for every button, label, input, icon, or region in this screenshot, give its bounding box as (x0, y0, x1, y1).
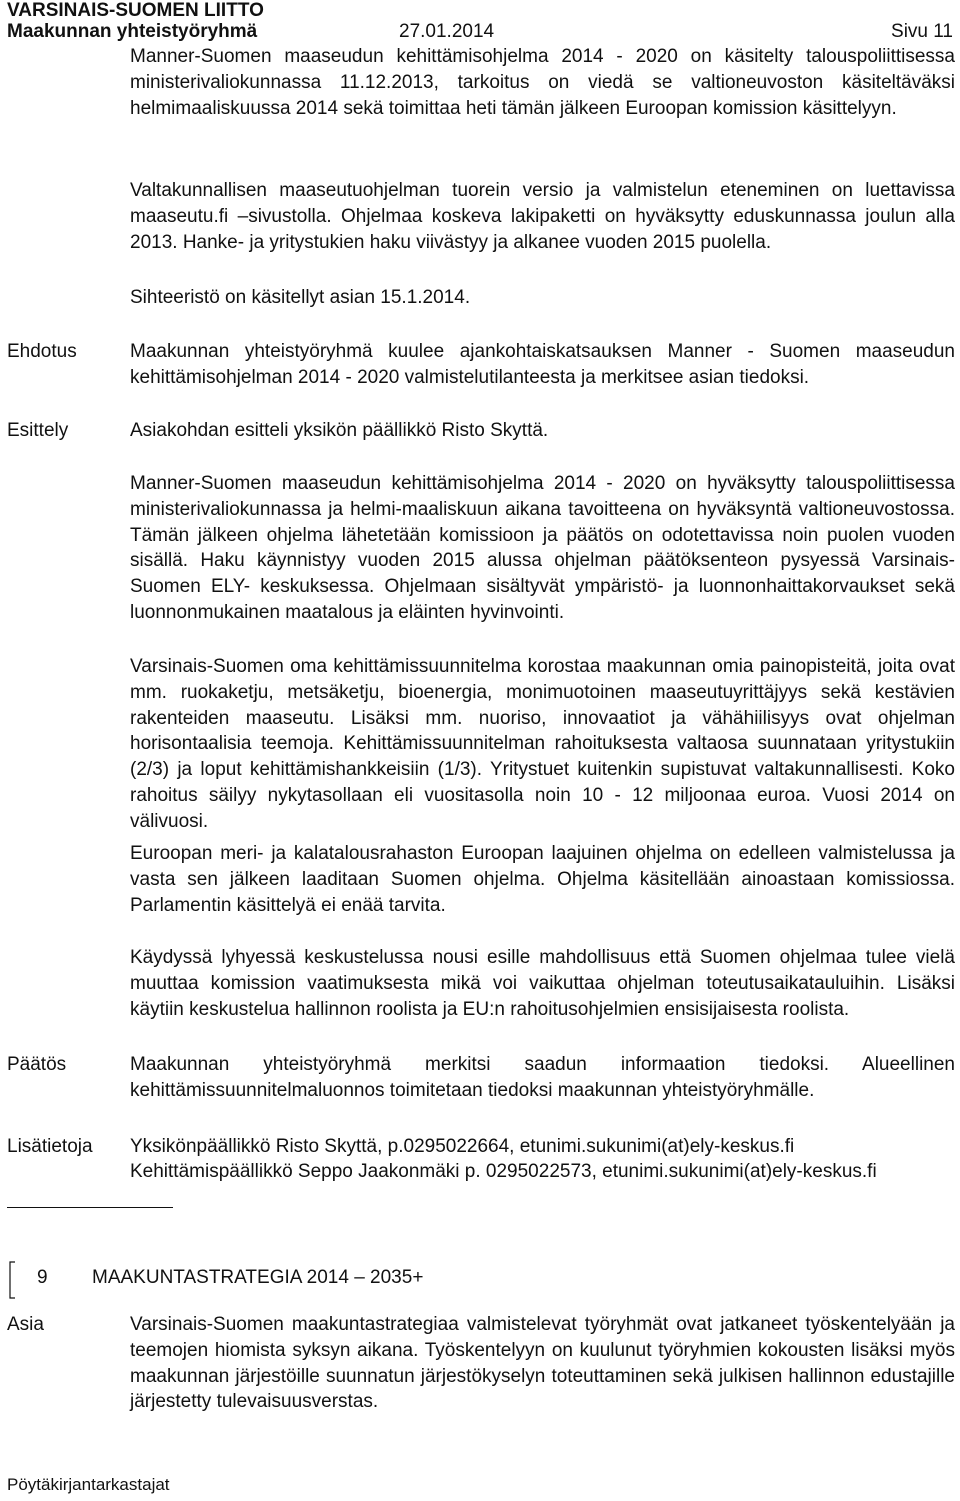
footer-label: Pöytäkirjantarkastajat (7, 1475, 170, 1494)
intro-paragraph-1: Manner-Suomen maaseudun kehittämisohjelma 2014 - 2020 on käsitelty talouspoliittisessa ministerivaliokunnassa 11.12.2013, tarkoitus on viedä se valtioneuvoston käsiteltäväksi helmimaaliskuussa 2014 sekä toimittaa heti tämän jälkeen Euroopan komission käsittelyyn. (130, 46, 955, 119)
ehdotus-text: Maakunnan yhteistyöryhmä kuulee ajankohtaiskatsauksen Manner - Suomen maaseudun kehittämisohjelman 2014 - 2020 valmistelutilanteesta ja merkitsee asian tiedoksi. (130, 341, 955, 388)
esittely-paragraph-3: Varsinais-Suomen oma kehittämissuunnitelma korostaa maakunnan omia painopisteitä, joita ovat mm. ruokaketju, metsäketju, bioenergia, monimuotoinen maaseutuyrittäjyys sekä kestävien rakenteiden maaseutu. Lisäksi mm. nuoriso, innovaatiot ja vähähiilisyys ovat ohjelman horisontaalisia teemoja. Kehittämissuunnitelman rahoituksesta valtaosa suunnataan yritystukiin (2/3) ja loput kehittämishankkeisiin (1/3). Yritystuet kuitenkin supistuvat valtakunnallisesti. Koko rahoitus säilyy nykytasollaan eli vuositasolla noin 10 - 12 miljoonaa euroa. Vuosi 2014 on välivuosi. (130, 656, 955, 832)
contact-line-2: Kehittämispäällikkö Seppo Jaakonmäki p. 0295022573, etunimi.sukunimi(at)ely-keskus.fi (130, 1161, 877, 1182)
paatos-label: Päätös (7, 1054, 67, 1075)
page-header (7, 0, 953, 45)
header-row (7, 21, 953, 45)
esittely-label: Esittely (7, 420, 69, 441)
lisatietoja-label: Lisätietoja (7, 1136, 93, 1157)
section-bracket-icon (9, 1261, 16, 1299)
contact-line-1: Yksikönpäällikkö Risto Skyttä, p.0295022664, etunimi.sukunimi(at)ely-keskus.fi (130, 1136, 795, 1157)
separator-line (7, 1207, 173, 1208)
document-date: 27.01.2014 (399, 21, 495, 42)
esittely-paragraph-5: Käydyssä lyhyessä keskustelussa nousi esille mahdollisuus että Suomen ohjelmaa tulee vielä muuttaa komission vaatimuksesta mikä voi vaikuttaa ohjelman toteutusaikatauluihin. Lisäksi käytiin keskustelua hallinnon roolista ja EU:n rahoitusohjelmien ensisijaisesta roolista. (130, 947, 955, 1020)
esittely-paragraph-2: Manner-Suomen maaseudun kehittämisohjelma 2014 - 2020 on hyväksytty talouspoliittisessa ministerivaliokunnassa ja helmi-maaliskuun aikana tavoitteena on hyväksyntä valtioneuvostossa. Tämän jälkeen ohjelma lähetetään komissioon ja päätös on odotettavissa noin puolen vuoden sisällä. Haku käynnistyy vuoden 2015 alussa ohjelman päätöksenteon pysyessä Varsinais-Suomen ELY- keskuksessa. Ohjelmaan sisältyvät ympäristö- ja luonnonhaittakorvaukset sekä luonnonmukainen maatalous ja eläinten hyvinvointi. (130, 473, 955, 623)
organization-name: VARSINAIS-SUOMEN LIITTO (7, 0, 264, 21)
intro-paragraph-2: Valtakunnallisen maaseutuohjelman tuorein versio ja valmistelun eteneminen on luettavissa maaseutu.fi –sivustolla. Ohjelmaa koskeva lakipaketti on hyväksytty eduskunnassa joulun alla 2013. Hanke- ja yritystukien haku viivästyy ja alkanee vuoden 2015 puolella. (130, 180, 955, 253)
group-name: Maakunnan yhteistyöryhmä (7, 21, 258, 42)
intro-paragraph-3: Sihteeristö on käsitellyt asian 15.1.2014. (130, 287, 471, 308)
asia-text: Varsinais-Suomen maakuntastrategiaa valmistelevat työryhmät ovat jatkaneet työskentelyään ja teemojen hiomista syksyn aikana. Työskentelyyn on kuulunut työryhmien kokousten lisäksi myös maakunnan järjestöille suunnatun järjestökyselyn toteuttaminen sekä julkisen hallinnon edustajille järjestetty tulevaisuusverstas. (130, 1314, 955, 1413)
page-number: Sivu 11 (891, 21, 953, 42)
ehdotus-label: Ehdotus (7, 341, 77, 362)
esittely-paragraph-1: Asiakohdan esitteli yksikön päällikkö Risto Skyttä. (130, 420, 549, 441)
section-title: MAAKUNTASTRATEGIA 2014 – 2035+ (92, 1267, 424, 1288)
section-number: 9 (37, 1267, 48, 1288)
asia-label: Asia (7, 1314, 44, 1335)
paatos-text: Maakunnan yhteistyöryhmä merkitsi saadun informaation tiedoksi. Alueellinen kehittämissuunnitelmaluonnos toimitetaan tiedoksi maakunnan yhteistyöryhmälle. (130, 1054, 955, 1101)
esittely-paragraph-4: Euroopan meri- ja kalatalousrahaston Euroopan laajuinen ohjelma on edelleen valmistelussa ja vasta sen jälkeen laaditaan Suomen ohjelma. Ohjelma käsitellään ainoastaan komissiossa. Parlamentin käsittelyä ei enää tarvita. (130, 843, 955, 916)
